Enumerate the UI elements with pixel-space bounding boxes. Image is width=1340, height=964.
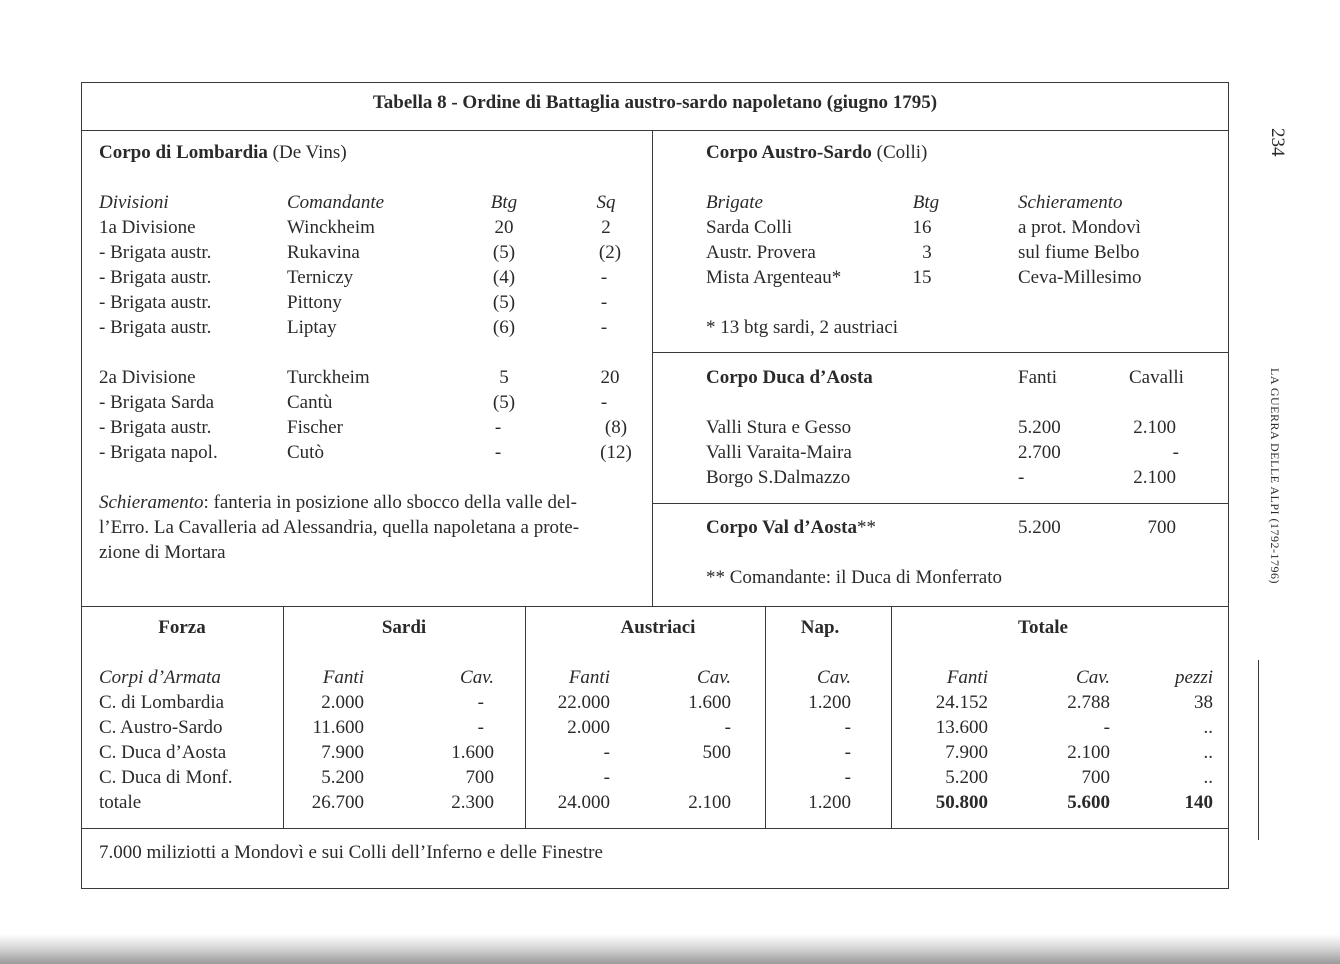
forza-sub-pezzi: pezzi xyxy=(1175,667,1213,688)
table-cell: (12) xyxy=(600,442,632,463)
table-cell: .. xyxy=(1203,717,1213,738)
table-cell: .. xyxy=(1203,767,1213,788)
table-cell: 700 xyxy=(1081,767,1110,788)
table-cell: Rukavina xyxy=(287,242,360,263)
table-cell: 2 xyxy=(601,217,611,238)
lombardia-header-comandante: Comandante xyxy=(287,192,385,213)
table-cell: Mista Argenteau* xyxy=(706,267,842,288)
table-cell: - xyxy=(1172,442,1179,463)
lombardia-header-btg: Btg xyxy=(490,192,518,213)
table-cell: totale xyxy=(99,792,142,813)
table-cell: 38 xyxy=(1194,692,1213,713)
table-cell: 2.000 xyxy=(321,692,364,713)
lombardia-schieramento-line-1 xyxy=(99,492,577,514)
aosta-header-fanti: Fanti xyxy=(1018,367,1058,388)
table-cell: 500 xyxy=(702,742,731,763)
table-cell: 1a Divisione xyxy=(99,217,196,238)
table-cell: 1.600 xyxy=(451,742,494,763)
table-cell: Sarda Colli xyxy=(706,217,793,238)
table-title: Tabella 8 - Ordine di Battaglia austro-sardo napoletano (giugno 1795) xyxy=(372,92,938,113)
running-title: LA GUERRA DELLE ALPI (1792-1796) xyxy=(1268,368,1282,584)
table-cell: Austr. Provera xyxy=(706,242,816,263)
table-cell: 700 xyxy=(465,767,494,788)
table-cell: 13.600 xyxy=(935,717,988,738)
table-border-bottom xyxy=(81,888,1229,889)
forza-sub-austr-fanti: Fanti xyxy=(568,667,610,688)
lombardia-heading-name: Corpo di Lombardia xyxy=(99,142,268,163)
table-cell: .. xyxy=(1203,742,1213,763)
forza-sub-tot-fanti: Fanti xyxy=(946,667,988,688)
table-cell: - xyxy=(1018,467,1025,488)
austrosardo-heading xyxy=(706,142,927,164)
table-cell: 5.200 xyxy=(321,767,364,788)
lombardia-header-sq: Sq xyxy=(596,192,616,213)
table-cell: 2.000 xyxy=(567,717,610,738)
table-cell: 5 xyxy=(499,367,509,388)
table-cell: 5.600 xyxy=(1067,792,1110,813)
forza-header-totale: Totale xyxy=(1018,617,1068,638)
table-cell: C. Austro-Sardo xyxy=(99,717,223,738)
forza-sub-tot-cav: Cav. xyxy=(1076,667,1110,688)
table-cell: Cantù xyxy=(287,392,333,413)
table-cell: C. di Lombardia xyxy=(99,692,225,713)
table-cell: (6) xyxy=(492,317,516,338)
valdaosta-fanti: 5.200 xyxy=(1018,517,1061,538)
table-cell: - xyxy=(600,267,608,288)
austrosardo-header-schieramento: Schieramento xyxy=(1018,192,1123,213)
table-cell: - Brigata napol. xyxy=(99,442,218,463)
forza-col-divider-3 xyxy=(765,606,766,828)
table-border-right xyxy=(1228,82,1229,889)
table-cell: (5) xyxy=(492,242,516,263)
table-cell: - Brigata austr. xyxy=(99,267,212,288)
table-border-top xyxy=(81,82,1229,83)
schieramento-text: : fanteria in posizione allo sbocco della valle del- xyxy=(203,492,578,513)
page-margin xyxy=(1258,128,1288,648)
table-cell: 7.900 xyxy=(945,742,988,763)
table-cell: Fischer xyxy=(287,417,343,438)
austrosardo-header-brigate: Brigate xyxy=(706,192,763,213)
table-cell: sul fiume Belbo xyxy=(1018,242,1140,263)
margin-rule xyxy=(1258,660,1259,840)
forza-bottom-divider xyxy=(81,828,1229,829)
table-cell: Terniczy xyxy=(287,267,354,288)
table-cell: 3 xyxy=(922,242,932,263)
table-cell: (4) xyxy=(492,267,516,288)
austrosardo-note: * 13 btg sardi, 2 austriaci xyxy=(706,317,899,338)
aosta-header-cavalli: Cavalli xyxy=(1129,367,1184,388)
forza-sub-sardi-cav: Cav. xyxy=(460,667,494,688)
table-cell: (2) xyxy=(598,242,622,263)
table-cell: 11.600 xyxy=(312,717,364,738)
valdaosta-heading-mark: ** xyxy=(856,517,876,538)
lombardia-heading-commander: (De Vins) xyxy=(267,142,347,163)
table-cell: 1.200 xyxy=(808,792,851,813)
table-cell: - xyxy=(844,742,851,763)
forza-header-austriaci: Austriaci xyxy=(620,617,696,638)
title-divider xyxy=(81,130,1229,131)
table-cell: Pittony xyxy=(287,292,342,313)
valdaosta-note: ** Comandante: il Duca di Monferrato xyxy=(706,567,1003,588)
scan-shadow xyxy=(0,934,1340,964)
table-cell: a prot. Mondovì xyxy=(1018,217,1141,238)
forza-col-divider-2 xyxy=(525,606,526,828)
table-cell: 50.800 xyxy=(935,792,988,813)
forza-header-nap: Nap. xyxy=(800,617,840,638)
table-cell: 22.000 xyxy=(557,692,610,713)
table-cell: - xyxy=(600,392,608,413)
table-cell: - xyxy=(603,742,610,763)
table-cell: - Brigata Sarda xyxy=(99,392,215,413)
footer-note: 7.000 miliziotti a Mondovì e sui Colli dell’Inferno e delle Finestre xyxy=(99,842,603,863)
table-cell: - Brigata austr. xyxy=(99,292,212,313)
table-cell: 26.700 xyxy=(311,792,364,813)
lombardia-schieramento-line-3: zione di Mortara xyxy=(99,542,226,563)
table-cell: - xyxy=(600,317,608,338)
table-cell: 20 xyxy=(494,217,514,238)
table-cell: Borgo S.Dalmazzo xyxy=(706,467,851,488)
table-cell: (8) xyxy=(604,417,628,438)
table-cell: Cutò xyxy=(287,442,324,463)
austrosardo-divider xyxy=(652,352,1229,353)
table-cell: (5) xyxy=(492,392,516,413)
table-cell: - xyxy=(844,717,851,738)
lombardia-header-divisioni: Divisioni xyxy=(99,192,169,213)
table-cell: 2.100 xyxy=(1067,742,1110,763)
forza-header-sardi: Sardi xyxy=(381,617,427,638)
table-cell: - xyxy=(600,292,608,313)
austrosardo-heading-name: Corpo Austro-Sardo xyxy=(706,142,872,163)
aosta-heading: Corpo Duca d’Aosta xyxy=(706,367,873,388)
forza-sub-austr-cav: Cav. xyxy=(697,667,731,688)
table-cell: 2.300 xyxy=(451,792,494,813)
table-cell: C. Duca d’Aosta xyxy=(99,742,227,763)
forza-sub-nap-cav: Cav. xyxy=(817,667,851,688)
table-cell: 16 xyxy=(912,217,932,238)
table-cell: - xyxy=(494,417,502,438)
valdaosta-heading xyxy=(706,517,876,539)
austrosardo-heading-commander: (Colli) xyxy=(871,142,928,163)
table-cell: 2.100 xyxy=(1133,467,1176,488)
table-cell: Turckheim xyxy=(287,367,370,388)
table-cell: Liptay xyxy=(287,317,337,338)
table-cell: 15 xyxy=(912,267,932,288)
forza-col-divider-4 xyxy=(891,606,892,828)
top-section-center-divider xyxy=(652,130,653,607)
table-cell: (5) xyxy=(492,292,516,313)
table-cell: Valli Stura e Gesso xyxy=(706,417,852,438)
table-cell: 24.000 xyxy=(557,792,610,813)
forza-sub-corpi: Corpi d’Armata xyxy=(99,667,221,688)
lombardia-schieramento-line-2: l’Erro. La Cavalleria ad Alessandria, quella napoletana a prote- xyxy=(99,517,580,538)
table-cell: 24.152 xyxy=(935,692,988,713)
table-cell: 5.200 xyxy=(945,767,988,788)
table-cell: Ceva-Millesimo xyxy=(1018,267,1142,288)
austrosardo-header-btg: Btg xyxy=(912,192,940,213)
table-cell: - xyxy=(477,692,484,713)
table-cell: C. Duca di Monf. xyxy=(99,767,233,788)
table-cell: - xyxy=(844,767,851,788)
forza-header-forza: Forza xyxy=(158,617,206,638)
table-cell: 2.100 xyxy=(1133,417,1176,438)
forza-sub-sardi-fanti: Fanti xyxy=(322,667,364,688)
table-cell: - xyxy=(477,717,484,738)
table-cell: 2.700 xyxy=(1018,442,1061,463)
table-cell: - xyxy=(724,717,731,738)
table-cell: 2.788 xyxy=(1067,692,1110,713)
table-cell: 140 xyxy=(1184,792,1213,813)
table-cell: 7.900 xyxy=(321,742,364,763)
table-border-left xyxy=(81,82,82,889)
table-cell: 1.600 xyxy=(688,692,731,713)
table-cell: 2a Divisione xyxy=(99,367,196,388)
table-cell: 5.200 xyxy=(1018,417,1061,438)
schieramento-label: Schieramento xyxy=(99,492,204,513)
table-cell: 20 xyxy=(600,367,620,388)
valdaosta-cavalli: 700 xyxy=(1147,517,1176,538)
table-cell: - Brigata austr. xyxy=(99,317,212,338)
aosta-divider xyxy=(652,503,1229,504)
page-number: 234 xyxy=(1267,128,1288,157)
table-cell: - Brigata austr. xyxy=(99,242,212,263)
table-cell: Winckheim xyxy=(287,217,375,238)
table-cell: 1.200 xyxy=(808,692,851,713)
table-cell: - Brigata austr. xyxy=(99,417,212,438)
table-cell: - xyxy=(494,442,502,463)
valdaosta-heading-name: Corpo Val d’Aosta xyxy=(706,517,857,538)
table-cell: - xyxy=(603,767,610,788)
lombardia-heading xyxy=(99,142,347,164)
table-cell: - xyxy=(1103,717,1110,738)
forza-top-divider xyxy=(81,606,1229,607)
table-cell: 2.100 xyxy=(688,792,731,813)
table-cell: Valli Varaita-Maira xyxy=(706,442,852,463)
